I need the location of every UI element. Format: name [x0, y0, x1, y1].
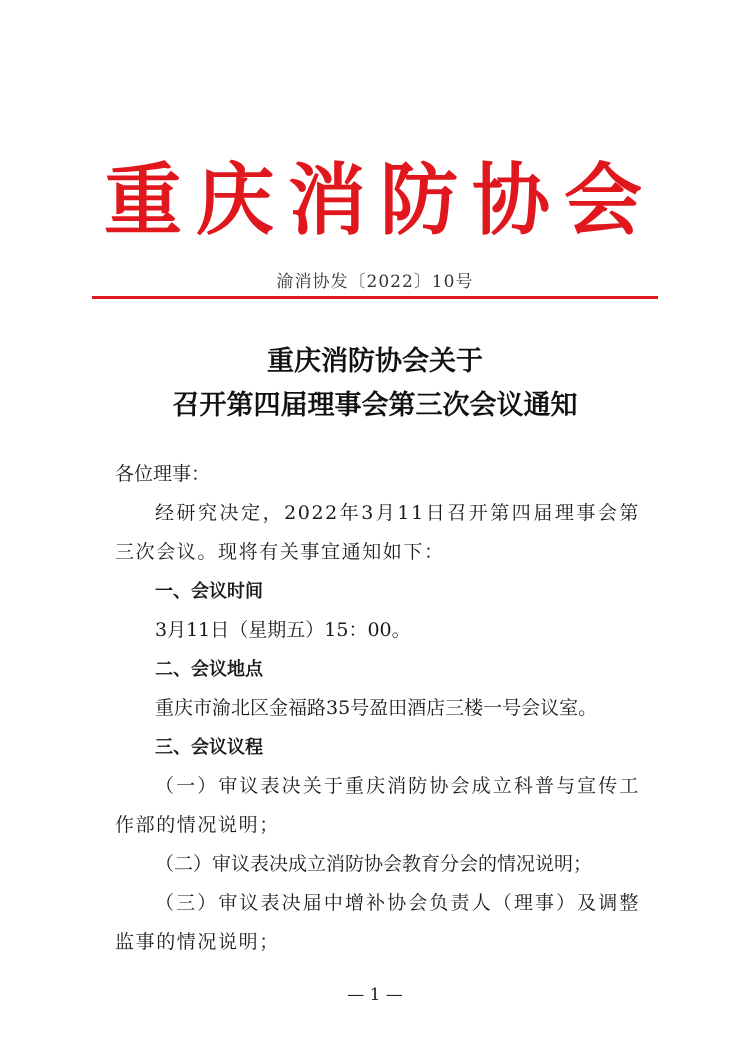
section-heading-agenda: 三、会议议程 [155, 737, 263, 758]
agenda-item-1: （一）审议表决关于重庆消防协会成立科普与宣传工作部的情况说明； [115, 775, 640, 836]
section-heading-time: 一、会议时间 [155, 581, 263, 602]
agenda-item-2: （二）审议表决成立消防协会教育分会的情况说明； [155, 853, 593, 875]
notice-body [115, 455, 640, 962]
document-number: 渝消协发〔2022〕10号 [276, 272, 474, 292]
section-content-time: 3月11日（星期五）15：00。 [155, 619, 411, 641]
agenda-item-3: （三）审议表决届中增补协会负责人（理事）及调整监事的情况说明； [115, 892, 640, 953]
organization-title: 重庆消防协会 [103, 156, 656, 246]
intro-paragraph: 经研究决定，2022年3月11日召开第四届理事会第三次会议。现将有关事宜通知如下： [115, 502, 640, 563]
page-number: — 1 — [347, 985, 403, 1005]
notice-title-line-2: 召开第四届理事会第三次会议通知 [172, 390, 578, 421]
section-content-location: 重庆市渝北区金福路35号盈田酒店三楼一号会议室。 [155, 697, 598, 719]
salutation: 各位理事： [115, 463, 211, 485]
notice-title [0, 340, 750, 428]
red-divider-line [92, 296, 658, 299]
section-heading-location: 二、会议地点 [155, 659, 263, 680]
notice-title-line-1: 重庆消防协会关于 [267, 346, 483, 377]
